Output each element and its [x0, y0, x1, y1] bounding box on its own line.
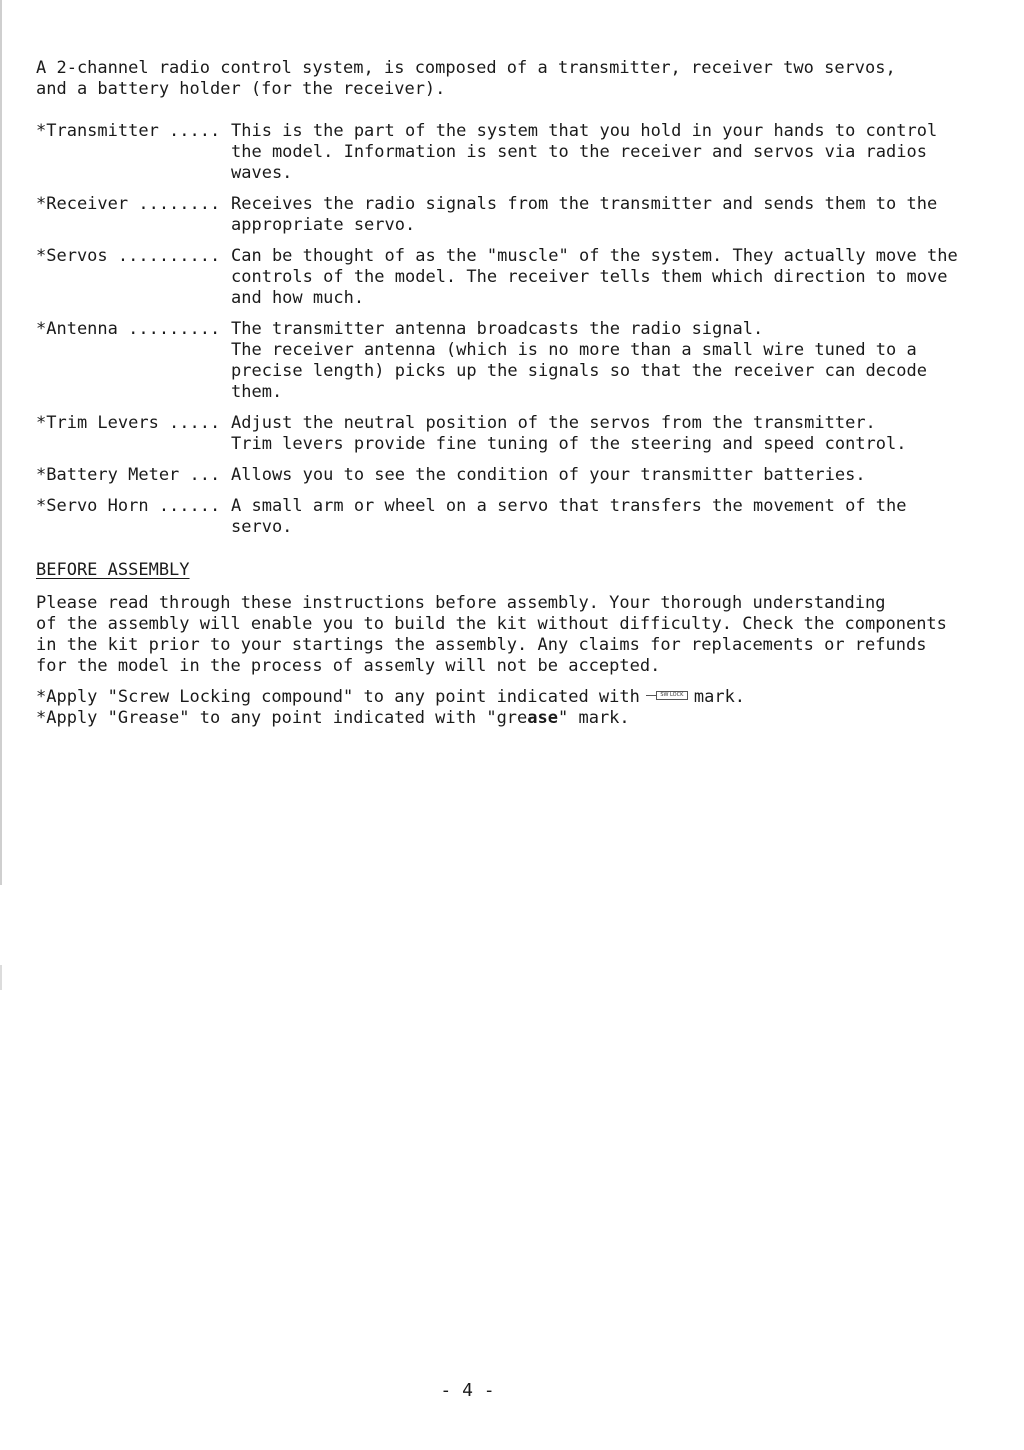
glossary-term: *Servo Horn ......: [36, 496, 221, 516]
glossary-definition: [231, 194, 971, 236]
before-assembly-paragraph: [36, 593, 971, 677]
section-heading: BEFORE ASSEMBLY: [36, 560, 190, 580]
note-text: *Apply "Screw Locking compound" to any point indicated with: [36, 687, 640, 707]
glossary-term: *Trim Levers .....: [36, 413, 221, 433]
paragraph-line: of the assembly will enable you to build the kit without difficulty. Check the components: [36, 614, 947, 634]
glossary-term: *Receiver ........: [36, 194, 221, 214]
scan-edge-mark: [0, 965, 2, 990]
screw-lock-note: [36, 687, 971, 708]
definition-text: Can be thought of as the "muscle" of the system. They actually move the controls of the model. The receiver tells them which direction to move and how much.: [231, 246, 958, 308]
paragraph-line: Please read through these instructions before assembly. Your thorough understanding: [36, 593, 886, 613]
glossary-item-servo-horn: [36, 496, 971, 538]
definition-text: This is the part of the system that you hold in your hands to control the model. Information is sent to the receiver and servos via radios waves.: [231, 121, 938, 183]
paragraph-line: in the kit prior to your startings the assembly. Any claims for replacements or refunds: [36, 635, 927, 655]
paragraph-line: for the model in the process of assemly will not be accepted.: [36, 656, 661, 676]
glossary-definition: [231, 319, 971, 403]
grease-note: [36, 708, 971, 729]
note-text: *Apply "Grease" to any point indicated with "gre: [36, 708, 528, 728]
glossary-item-battery-meter: [36, 465, 971, 486]
definition-text: The receiver antenna (which is no more than a small wire tuned to a precise length) picks up the signals so that the receiver can decode them.: [231, 340, 927, 402]
screw-lock-icon-label: SW LOCK: [656, 691, 688, 700]
glossary-term: *Transmitter .....: [36, 121, 221, 141]
glossary-term: *Battery Meter ...: [36, 465, 221, 485]
glossary-item-antenna: [36, 319, 971, 403]
definition-text: A small arm or wheel on a servo that transfers the movement of the servo.: [231, 496, 907, 537]
definition-text: Receives the radio signals from the transmitter and sends them to the appropriate servo.: [231, 194, 938, 235]
screw-lock-icon: [646, 691, 688, 700]
glossary-term: *Servos ..........: [36, 246, 221, 266]
glossary-item-transmitter: [36, 121, 971, 184]
glossary-definition: [231, 465, 971, 486]
glossary-list: [36, 121, 971, 538]
intro-paragraph: [36, 58, 971, 100]
glossary-item-servos: [36, 246, 971, 309]
glossary-term: *Antenna .........: [36, 319, 221, 339]
document-body: [36, 58, 971, 729]
definition-text: The transmitter antenna broadcasts the radio signal.: [231, 319, 764, 339]
intro-line: A 2-channel radio control system, is composed of a transmitter, receiver two servos,: [36, 58, 896, 78]
definition-text: Allows you to see the condition of your transmitter batteries.: [231, 465, 866, 485]
glossary-definition: [231, 413, 971, 455]
glossary-definition: [231, 496, 971, 538]
glossary-item-receiver: [36, 194, 971, 236]
glossary-definition: [231, 246, 971, 309]
glossary-definition: [231, 121, 971, 184]
definition-text: Trim levers provide fine tuning of the steering and speed control.: [231, 434, 907, 454]
definition-text: Adjust the neutral position of the servos from the transmitter.: [231, 413, 876, 433]
intro-line: and a battery holder (for the receiver).: [36, 79, 446, 99]
page-number: - 4 -: [440, 1380, 495, 1401]
note-text: " mark.: [558, 708, 630, 728]
glossary-item-trim-levers: [36, 413, 971, 455]
note-text: mark.: [693, 687, 746, 707]
scan-edge-line: [0, 0, 2, 885]
grease-mark-bold: ase: [527, 708, 558, 728]
